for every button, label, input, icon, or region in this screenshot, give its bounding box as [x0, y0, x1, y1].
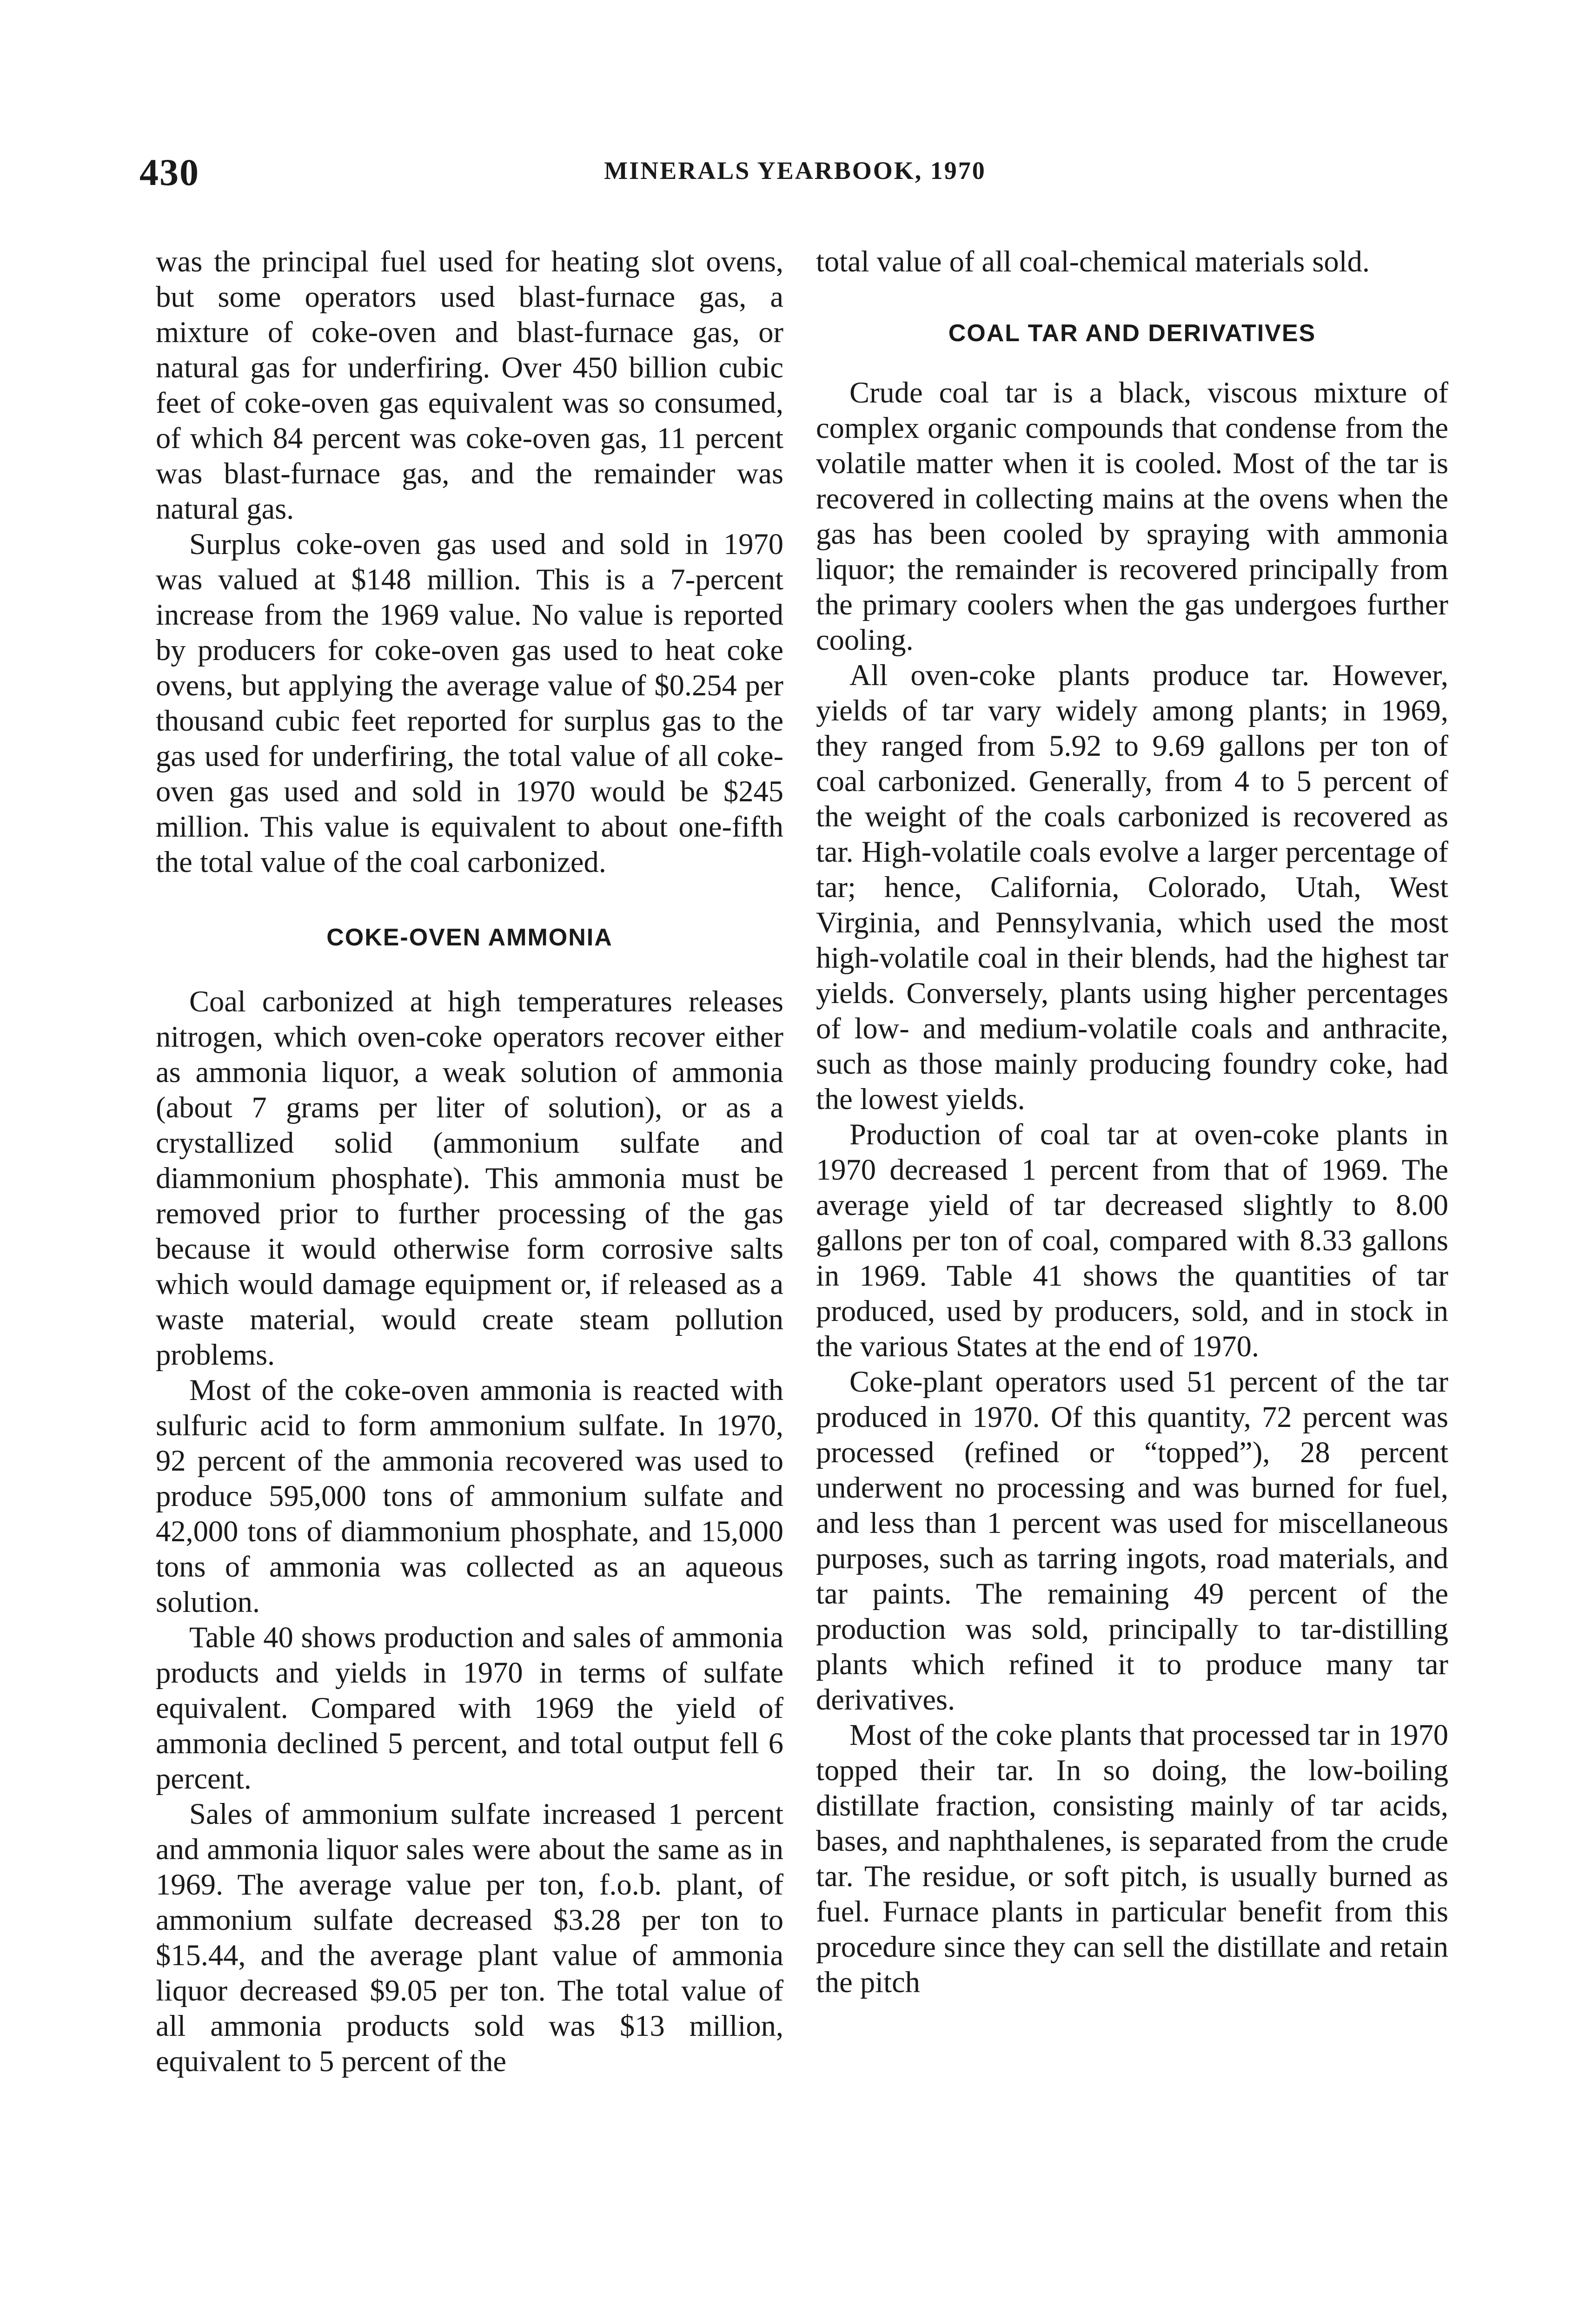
paragraph: All oven-coke plants produce tar. However, yields of tar vary widely among plants; in 1969, they ranged from 5.92 to 9.69 gallons per ton of coal carbonized. Generally, from 4 to 5 percent of the weight of the coals carbonized is recovered as tar. High-volatile coals evolve a larger percentage of tar; hence, California, Colorado, Utah, West Virginia, and Pennsylvania, which used the most high-volatile coal in their blends, had the highest tar yields. Conversely, plants using higher percentages of low- and medium-volatile coals and anthracite, such as those mainly producing foundry coke, had the lowest yields.: [816, 659, 1448, 1116]
paragraph: Coal carbonized at high temperatures releases nitrogen, which oven-coke operators recover either as ammonia liquor, a weak solution of ammonia (about 7 grams per liter of solution), or as a crystallized solid (ammonium sulfate and diammonium phosphate). This ammonia must be removed prior to further processing of the gas because it would otherwise form corrosive salts which would damage equipment or, if released as a waste material, would create steam pollution problems.: [156, 985, 783, 1371]
right-column: [816, 244, 1448, 2000]
paragraph: Coke-plant operators used 51 percent of the tar produced in 1970. Of this quantity, 72 percent was processed (refined or “topped”), 28 percent underwent no processing and was burned for fuel, and less than 1 percent was used for miscellaneous purposes, such as tarring ingots, road materials, and tar paints. The remaining 49 percent of the production was sold, principally to tar-distilling plants which refined it to produce many tar derivatives.: [816, 1365, 1448, 1716]
paragraph: Sales of ammonium sulfate increased 1 percent and ammonia liquor sales were about the same as in 1969. The average value per ton, f.o.b. plant, of ammonium sulfate decreased $3.28 per ton to $15.44, and the average plant value of ammonia liquor decreased $9.05 per ton. The total value of all ammonia products sold was $13 million, equivalent to 5 percent of the: [156, 1797, 783, 2078]
paragraph: total value of all coal-chemical materials sold.: [816, 245, 1370, 278]
section-heading-coal-tar: COAL TAR AND DERIVATIVES: [948, 320, 1316, 347]
paragraph: Surplus coke-oven gas used and sold in 1970 was valued at $148 million. This is a 7-percent increase from the 1969 value. No value is reported by producers for coke-oven gas used to heat coke ovens, but applying the average value of $0.254 per thousand cubic feet reported for surplus gas to the gas used for underfiring, the total value of all coke-oven gas used and sold in 1970 would be $245 million. This value is equivalent to about one-fifth the total value of the coal carbonized.: [156, 528, 783, 878]
paragraph: Crude coal tar is a black, viscous mixture of complex organic compounds that condense from the volatile matter when it is cooled. Most of the tar is recovered in collecting mains at the ovens when the gas has been cooled by spraying with ammonia liquor; the remainder is recovered principally from the primary coolers when the gas undergoes further cooling.: [816, 376, 1448, 656]
section-heading-coke-oven-ammonia: COKE-OVEN AMMONIA: [326, 924, 613, 951]
page-number: 430: [139, 151, 199, 193]
paragraph: Most of the coke plants that processed tar in 1970 topped their tar. In so doing, the low-boiling distillate fraction, consisting mainly of tar acids, bases, and naphthalenes, is separated from the crude tar. The residue, or soft pitch, is usually burned as fuel. Furnace plants in particular benefit from this procedure since they can sell the distillate and retain the pitch: [816, 1718, 1448, 1999]
left-column: [156, 244, 783, 2079]
paragraph: Production of coal tar at oven-coke plants in 1970 decreased 1 percent from that of 1969. The average yield of tar decreased slightly to 8.00 gallons per ton of coal, compared with 8.33 gallons in 1969. Table 41 shows the quantities of tar produced, used by producers, sold, and in stock in the various States at the end of 1970.: [816, 1118, 1448, 1363]
paragraph: Table 40 shows production and sales of ammonia products and yields in 1970 in terms of sulfate equivalent. Compared with 1969 the yield of ammonia declined 5 percent, and total output fell 6 percent.: [156, 1621, 783, 1795]
paragraph: Most of the coke-oven ammonia is reacted with sulfuric acid to form ammonium sulfate. In 1970, 92 percent of the ammonia recovered was used to produce 595,000 tons of ammonium sulfate and 42,000 tons of diammonium phosphate, and 15,000 tons of ammonia was collected as an aqueous solution.: [156, 1373, 783, 1618]
running-title: MINERALS YEARBOOK, 1970: [604, 157, 986, 185]
paragraph: was the principal fuel used for heating slot ovens, but some operators used blast-furnace gas, a mixture of coke-oven and blast-furnace gas, or natural gas for underfiring. Over 450 billion cubic feet of coke-oven gas equivalent was so consumed, of which 84 percent was coke-oven gas, 11 percent was blast-furnace gas, and the remainder was natural gas.: [156, 245, 783, 525]
